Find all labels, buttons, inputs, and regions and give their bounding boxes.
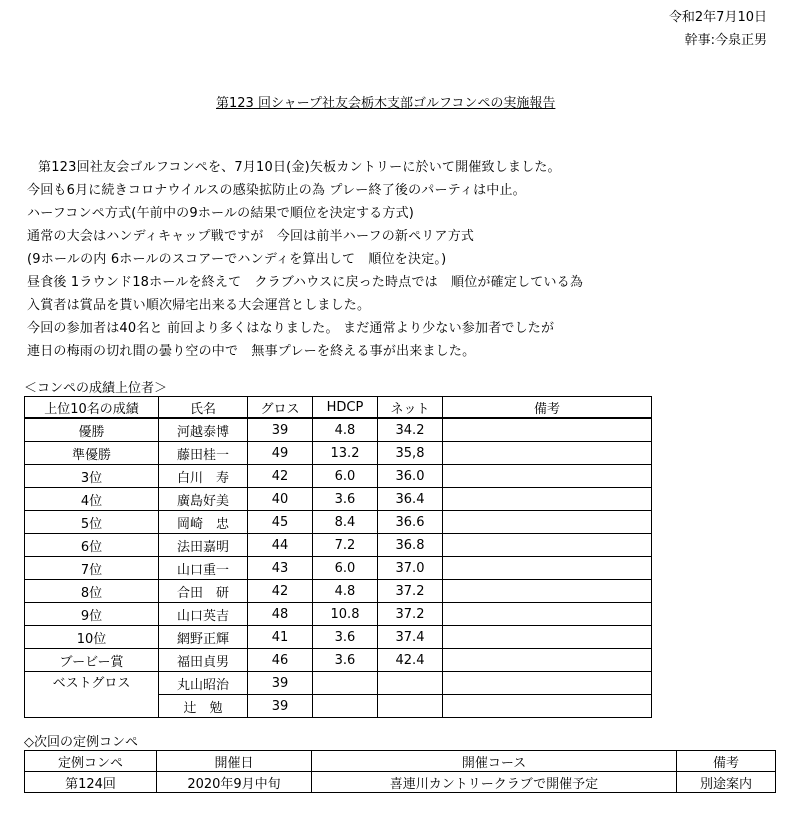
rank-cell: 7位 (25, 557, 159, 580)
net-cell: 37.2 (378, 580, 443, 603)
gross-cell: 39 (248, 695, 313, 718)
note-cell (443, 557, 652, 580)
name-cell: 山口英吉 (159, 603, 248, 626)
name-cell: 河越泰博 (159, 418, 248, 442)
round-cell: 第124回 (25, 772, 157, 793)
gross-cell: 41 (248, 626, 313, 649)
body-line: 今回も6月に続きコロナウイルスの感染拡防止の為 プレー終了後のパーティは中止。 (27, 183, 526, 198)
next-event-heading: ◇次回の定例コンペ (24, 735, 138, 750)
rank-cell: 4位 (25, 488, 159, 511)
results-heading: ＜コンペの成績上位者＞ (24, 381, 168, 396)
hdcp-cell: 3.6 (313, 649, 378, 672)
table-row (25, 465, 652, 488)
name-cell: 合田 研 (159, 580, 248, 603)
rank-cell: 準優勝 (25, 442, 159, 465)
rank-cell: 5位 (25, 511, 159, 534)
name-cell: 山口重一 (159, 557, 248, 580)
report-title: 第123 回シャープ社友会栃木支部ゴルフコンペの実施報告 (216, 96, 556, 111)
name-cell: 廣島好美 (159, 488, 248, 511)
note-cell (443, 672, 652, 695)
table-row (25, 557, 652, 580)
table-row (25, 511, 652, 534)
report-body (27, 159, 583, 366)
note-cell (443, 488, 652, 511)
note-cell (443, 418, 652, 442)
body-line: (9ホールの内 6ホールのスコアーでハンディを算出して 順位を決定。) (27, 252, 447, 267)
hdcp-cell: 6.0 (313, 557, 378, 580)
table-row (25, 580, 652, 603)
rank-cell: 優勝 (25, 418, 159, 442)
course-cell: 喜連川カントリークラブで開催予定 (312, 772, 677, 793)
table-row (25, 672, 652, 695)
hdcp-cell: 4.8 (313, 580, 378, 603)
name-cell: 網野正輝 (159, 626, 248, 649)
hdcp-cell: 3.6 (313, 626, 378, 649)
net-cell: 37.4 (378, 626, 443, 649)
body-line: 通常の大会はハンディキャップ戦ですが 今回は前半ハーフの新ペリア方式 (27, 229, 475, 244)
name-cell: 福田貞男 (159, 649, 248, 672)
rank-cell: 6位 (25, 534, 159, 557)
gross-cell: 45 (248, 511, 313, 534)
gross-cell: 46 (248, 649, 313, 672)
net-cell: 37.2 (378, 603, 443, 626)
table-row (25, 603, 652, 626)
table-row (25, 442, 652, 465)
note-cell (443, 534, 652, 557)
column-header-gross: グロス (248, 397, 313, 419)
net-cell: 42.4 (378, 649, 443, 672)
gross-cell: 42 (248, 465, 313, 488)
column-header-net: ネット (378, 397, 443, 419)
body-line: ハーフコンペ方式(午前中の9ホールの結果で順位を決定する方式) (27, 206, 415, 221)
date-cell: 2020年9月中旬 (157, 772, 312, 793)
net-cell: 37.0 (378, 557, 443, 580)
table-row (25, 534, 652, 557)
hdcp-cell: 8.4 (313, 511, 378, 534)
table-row (25, 488, 652, 511)
net-cell: 34.2 (378, 418, 443, 442)
column-header-hdcp: HDCP (313, 397, 378, 419)
column-header-round: 定例コンペ (25, 751, 157, 772)
net-cell (378, 695, 443, 718)
name-cell: 丸山昭治 (159, 672, 248, 695)
body-line: 今回の参加者は40名と 前回より多くはなりました。 まだ通常より少ない参加者でしたが (27, 321, 555, 336)
column-header-note: 備考 (677, 751, 776, 772)
report-date: 令和2年7月10日 (668, 10, 767, 25)
table-row (25, 649, 652, 672)
hdcp-cell (313, 672, 378, 695)
net-cell (378, 672, 443, 695)
name-cell: 白川 寿 (159, 465, 248, 488)
net-cell: 36.6 (378, 511, 443, 534)
gross-cell: 39 (248, 672, 313, 695)
organizer: 幹事:今泉正男 (684, 33, 767, 48)
table-row (25, 772, 776, 793)
note-cell (443, 580, 652, 603)
gross-cell: 39 (248, 418, 313, 442)
rank-cell: ブービー賞 (25, 649, 159, 672)
gross-cell: 44 (248, 534, 313, 557)
gross-cell: 48 (248, 603, 313, 626)
note-cell: 別途案内 (677, 772, 776, 793)
note-cell (443, 511, 652, 534)
note-cell (443, 442, 652, 465)
body-line: 昼食後 1ラウンド18ホールを終えて クラブハウスに戻った時点では 順位が確定している為 (27, 275, 584, 290)
name-cell: 藤田桂一 (159, 442, 248, 465)
note-cell (443, 603, 652, 626)
note-cell (443, 465, 652, 488)
gross-cell: 49 (248, 442, 313, 465)
hdcp-cell: 7.2 (313, 534, 378, 557)
results-table (24, 396, 652, 718)
hdcp-cell: 6.0 (313, 465, 378, 488)
column-header-name: 氏名 (159, 397, 248, 419)
column-header-date: 開催日 (157, 751, 312, 772)
note-cell (443, 649, 652, 672)
net-cell: 36.0 (378, 465, 443, 488)
table-row (25, 626, 652, 649)
rank-cell: 10位 (25, 626, 159, 649)
hdcp-cell: 4.8 (313, 418, 378, 442)
hdcp-cell: 3.6 (313, 488, 378, 511)
net-cell: 36.4 (378, 488, 443, 511)
body-line: 入賞者は賞品を貰い順次帰宅出来る大会運営としました。 (27, 298, 371, 313)
table-row (25, 418, 652, 442)
column-header-course: 開催コース (312, 751, 677, 772)
hdcp-cell (313, 695, 378, 718)
note-cell (443, 695, 652, 718)
name-cell: 岡崎 忠 (159, 511, 248, 534)
table-header-row (25, 397, 652, 419)
rank-cell: 3位 (25, 465, 159, 488)
net-cell: 36.8 (378, 534, 443, 557)
name-cell: 法田嘉明 (159, 534, 248, 557)
next-event-table (24, 750, 776, 793)
column-header-note: 備考 (443, 397, 652, 419)
hdcp-cell: 10.8 (313, 603, 378, 626)
hdcp-cell: 13.2 (313, 442, 378, 465)
best-gross-label: ベストグロス (25, 672, 159, 718)
body-line: 第123回社友会ゴルフコンペを、7月10日(金)矢板カントリーに於いて開催致しました。 (38, 160, 561, 175)
body-line: 連日の梅雨の切れ間の曇り空の中で 無事プレーを終える事が出来ました。 (27, 344, 476, 359)
note-cell (443, 626, 652, 649)
gross-cell: 42 (248, 580, 313, 603)
name-cell: 辻 勉 (159, 695, 248, 718)
rank-cell: 8位 (25, 580, 159, 603)
gross-cell: 40 (248, 488, 313, 511)
table-header-row (25, 751, 776, 772)
net-cell: 35,8 (378, 442, 443, 465)
gross-cell: 43 (248, 557, 313, 580)
column-header-rank: 上位10名の成績 (25, 397, 159, 419)
rank-cell: 9位 (25, 603, 159, 626)
